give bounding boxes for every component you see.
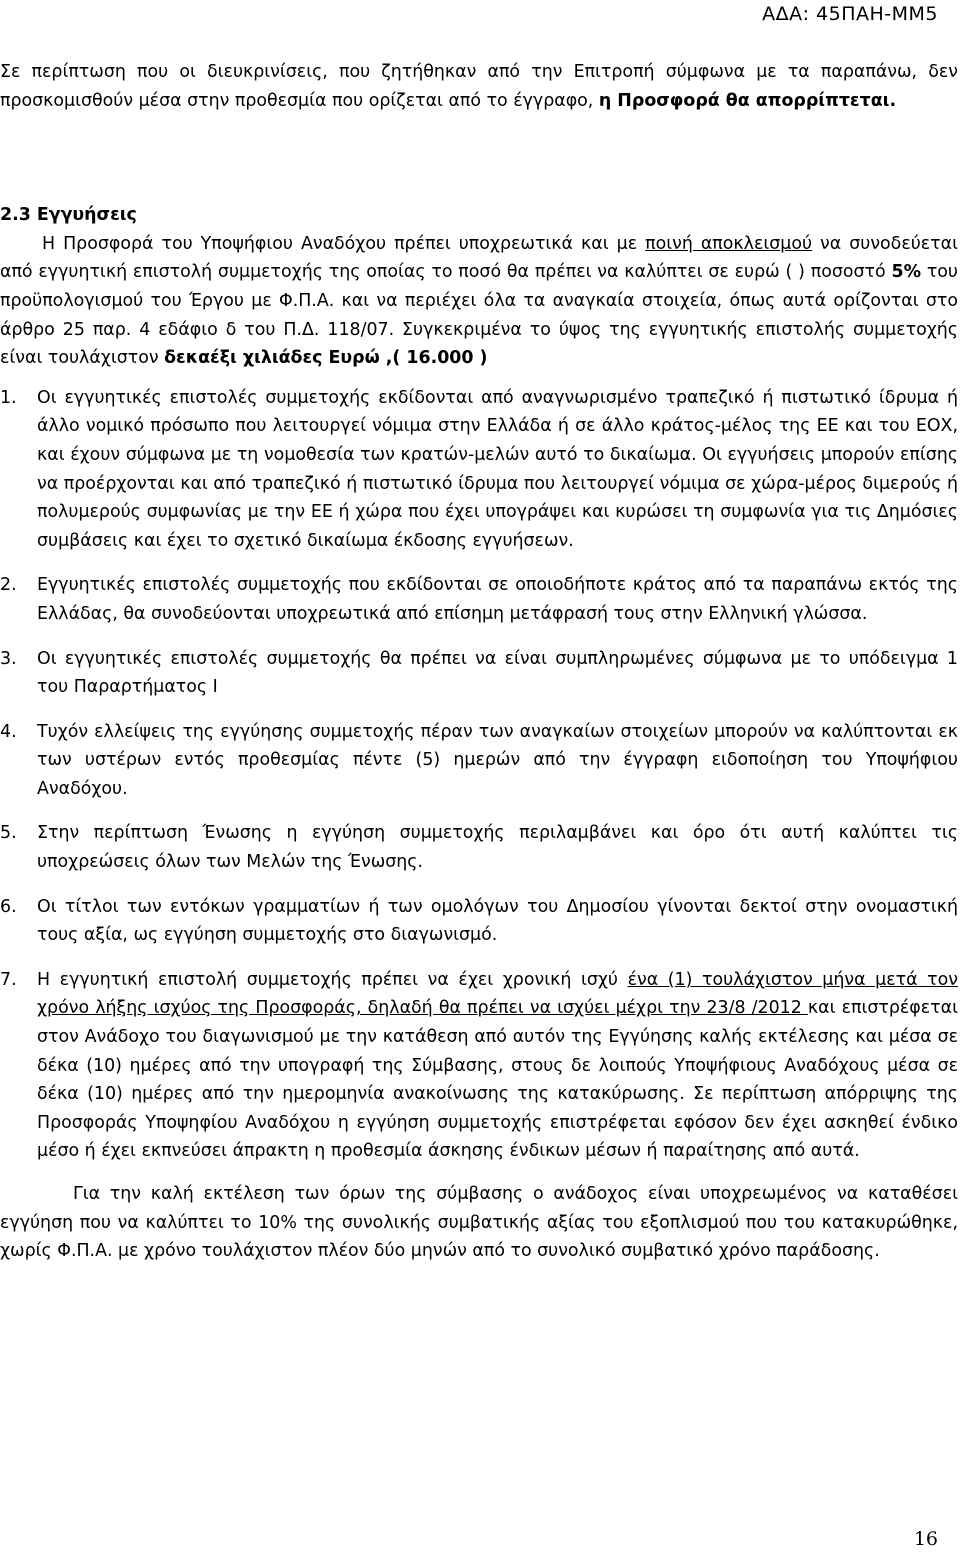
intro-bold-text: η Προσφορά θα απορρίπτεται.: [598, 90, 897, 111]
section-title: 2.3 Εγγυήσεις: [0, 205, 137, 226]
item-number: 5.: [0, 823, 17, 844]
guarantee-text-c: του προϋπολογισμού του Έργου με Φ.Π.Α. και να περιέχει όλα τα αναγκαία στοιχεία, όπως αυτά ορίζονται στο άρθρο 25 παρ. 4 εδάφιο δ του Π.Δ. 118/07. Συγκεκριμένα το ύψος της εγγυητικής επιστολής συμμετοχής είναι τουλάχιστον: [0, 262, 958, 369]
document-body: [0, 58, 958, 1266]
guarantee-text-a: Η Προσφορά του Υποψήφιου Αναδόχου πρέπει υποχρεωτικά και με: [42, 233, 646, 254]
item-number: 1.: [0, 387, 17, 408]
guarantee-amount: δεκαέξι χιλιάδες Ευρώ ,( 16.000 ): [164, 348, 488, 369]
guarantee-percent: 5%: [891, 262, 921, 283]
item-number: 6.: [0, 896, 17, 917]
item-text: Στην περίπτωση Ένωσης η εγγύηση συμμετοχής περιλαμβάνει και όρο ότι αυτή καλύπτει τις υποχρεώσεις όλων των Μελών της Ένωσης.: [37, 823, 958, 873]
item-text-b: και επιστρέφεται στον Ανάδοχο του διαγωνισμού με την κατάθεση από αυτόν της Εγγύησης καλής εκτέλεσης και μέσα σε δέκα (10) ημέρες από την υπογραφή της Σύμβασης, στους δε λοιπούς Υποψήφιους Αναδόχους μέσα σε δέκα (10) ημέρες από την ημερομηνία ανακοίνωσης της κατακύρωσης. Σε περίπτωση απόρριψης της Προσφοράς Υποψηφίου Αναδόχου η εγγύηση συμμετοχής επιστρέφεται εφόσον δεν έχει ασκηθεί ένδικο μέσο ή έχει εκπνεύσει άπρακτη η προθεσμία άσκησης ένδικων μέσων ή παραίτησης από αυτά.: [37, 998, 958, 1162]
page-number: 16: [913, 1528, 938, 1550]
item-text: Οι τίτλοι των εντόκων γραμματίων ή των ομολόγων του Δημοσίου γίνονται δεκτοί στην ονομαστική τους αξία, ως εγγύηση συμμετοχής στο διαγωνισμό.: [37, 896, 958, 946]
item-text: Οι εγγυητικές επιστολές συμμετοχής εκδίδονται από αναγνωρισμένο τραπεζικό ή πιστωτικό ίδρυμα ή άλλο νομικό πρόσωπο που λειτουργεί νόμιμα στην Ελλάδα ή σε άλλο κράτος-μέλος της ΕΕ και του ΕΟΧ, και έχουν σύμφωνα με τη νομοθεσία των κρατών-μελών αυτό το δικαίωμα. Οι εγγυήσεις μπορούν επίσης να προέρχονται και από τραπεζικό ή πιστωτικό ίδρυμα που λειτουργεί νόμιμα σε χώρα-μέρος διμερούς ή πολυμερούς συμφωνίας με την ΕΕ ή χώρα που έχει υπογράψει και κυρώσει τη συμφωνία για τις Δημόσιες συμβάσεις και έχει το σχετικό δικαίωμα έκδοσης εγγυήσεων.: [37, 387, 958, 551]
item-text: Εγγυητικές επιστολές συμμετοχής που εκδίδονται σε οποιοδήποτε κράτος από τα παραπάνω εκτός της Ελλάδας, θα συνοδεύονται υποχρεωτικά από επίσημη μετάφρασή τους στην Ελληνική γλώσσα.: [37, 575, 958, 624]
item-text-a: Η εγγυητική επιστολή συμμετοχής πρέπει να έχει χρονική ισχύ: [37, 969, 628, 990]
list-item: [0, 819, 958, 876]
list-item: [0, 384, 958, 556]
performance-guarantee-paragraph: Για την καλή εκτέλεση των όρων της σύμβασης ο ανάδοχος είναι υποχρεωμένος να καταθέσει εγγύηση που να καλύπτει το 10% της συνολικής συμβατικής αξίας του εξοπλισμού που του κατακυρώθηκε, χωρίς Φ.Π.Α. με χρόνο τουλάχιστον πλέον δύο μηνών από το συνολικό συμβατικό χρόνο παράδοσης.: [0, 1184, 958, 1262]
item-text-underlined: ένα (1) τουλάχιστον μήνα μετά τον χρόνο λήξης ισχύος της Προσφοράς, δηλαδή θα πρέπει να ισχύει μέχρι την 23/8 /2012: [37, 969, 958, 1019]
guarantee-underlined: ποινή αποκλεισμού: [645, 233, 813, 254]
intro-text: Σε περίπτωση που οι διευκρινίσεις, που ζητήθηκαν από την Επιτροπή σύμφωνα με τα παραπάνω, δεν προσκομισθούν μέσα στην προθεσμία που ορίζεται από το έγγραφο,: [0, 62, 958, 111]
list-item: [0, 718, 958, 804]
item-text: Τυχόν ελλείψεις της εγγύησης συμμετοχής πέραν των αναγκαίων στοιχείων μπορούν να καλύπτονται εκ των υστέρων εντός προθεσμίας πέντε (5) ημερών από την έγγραφη ειδοποίηση του Υποψήφιου Αναδόχου.: [37, 721, 958, 799]
item-text: Οι εγγυητικές επιστολές συμμετοχής θα πρέπει να είναι συμπληρωμένες σύμφωνα με το υπόδειγμα 1 του Παραρτήματος Ι: [37, 648, 958, 698]
item-number: 7.: [0, 969, 17, 990]
list-item: [0, 966, 958, 1166]
list-item: [0, 571, 958, 628]
item-number: 2.: [0, 575, 17, 596]
list-item: [0, 893, 958, 950]
guarantee-paragraph: [0, 230, 958, 373]
item-number: 3.: [0, 648, 17, 669]
list-item: [0, 645, 958, 702]
intro-paragraph: [0, 58, 958, 115]
item-number: 4.: [0, 721, 17, 742]
ada-code: ΑΔΑ: 45ΠΑΗ-ΜΜ5: [762, 3, 938, 25]
guarantee-list: [0, 384, 958, 1166]
guarantee-text-b: να συνοδεύεται από εγγυητική επιστολή συμμετοχής της οποίας το ποσό θα πρέπει να καλύπτει σε ευρώ ( ) ποσοστό: [0, 233, 958, 283]
